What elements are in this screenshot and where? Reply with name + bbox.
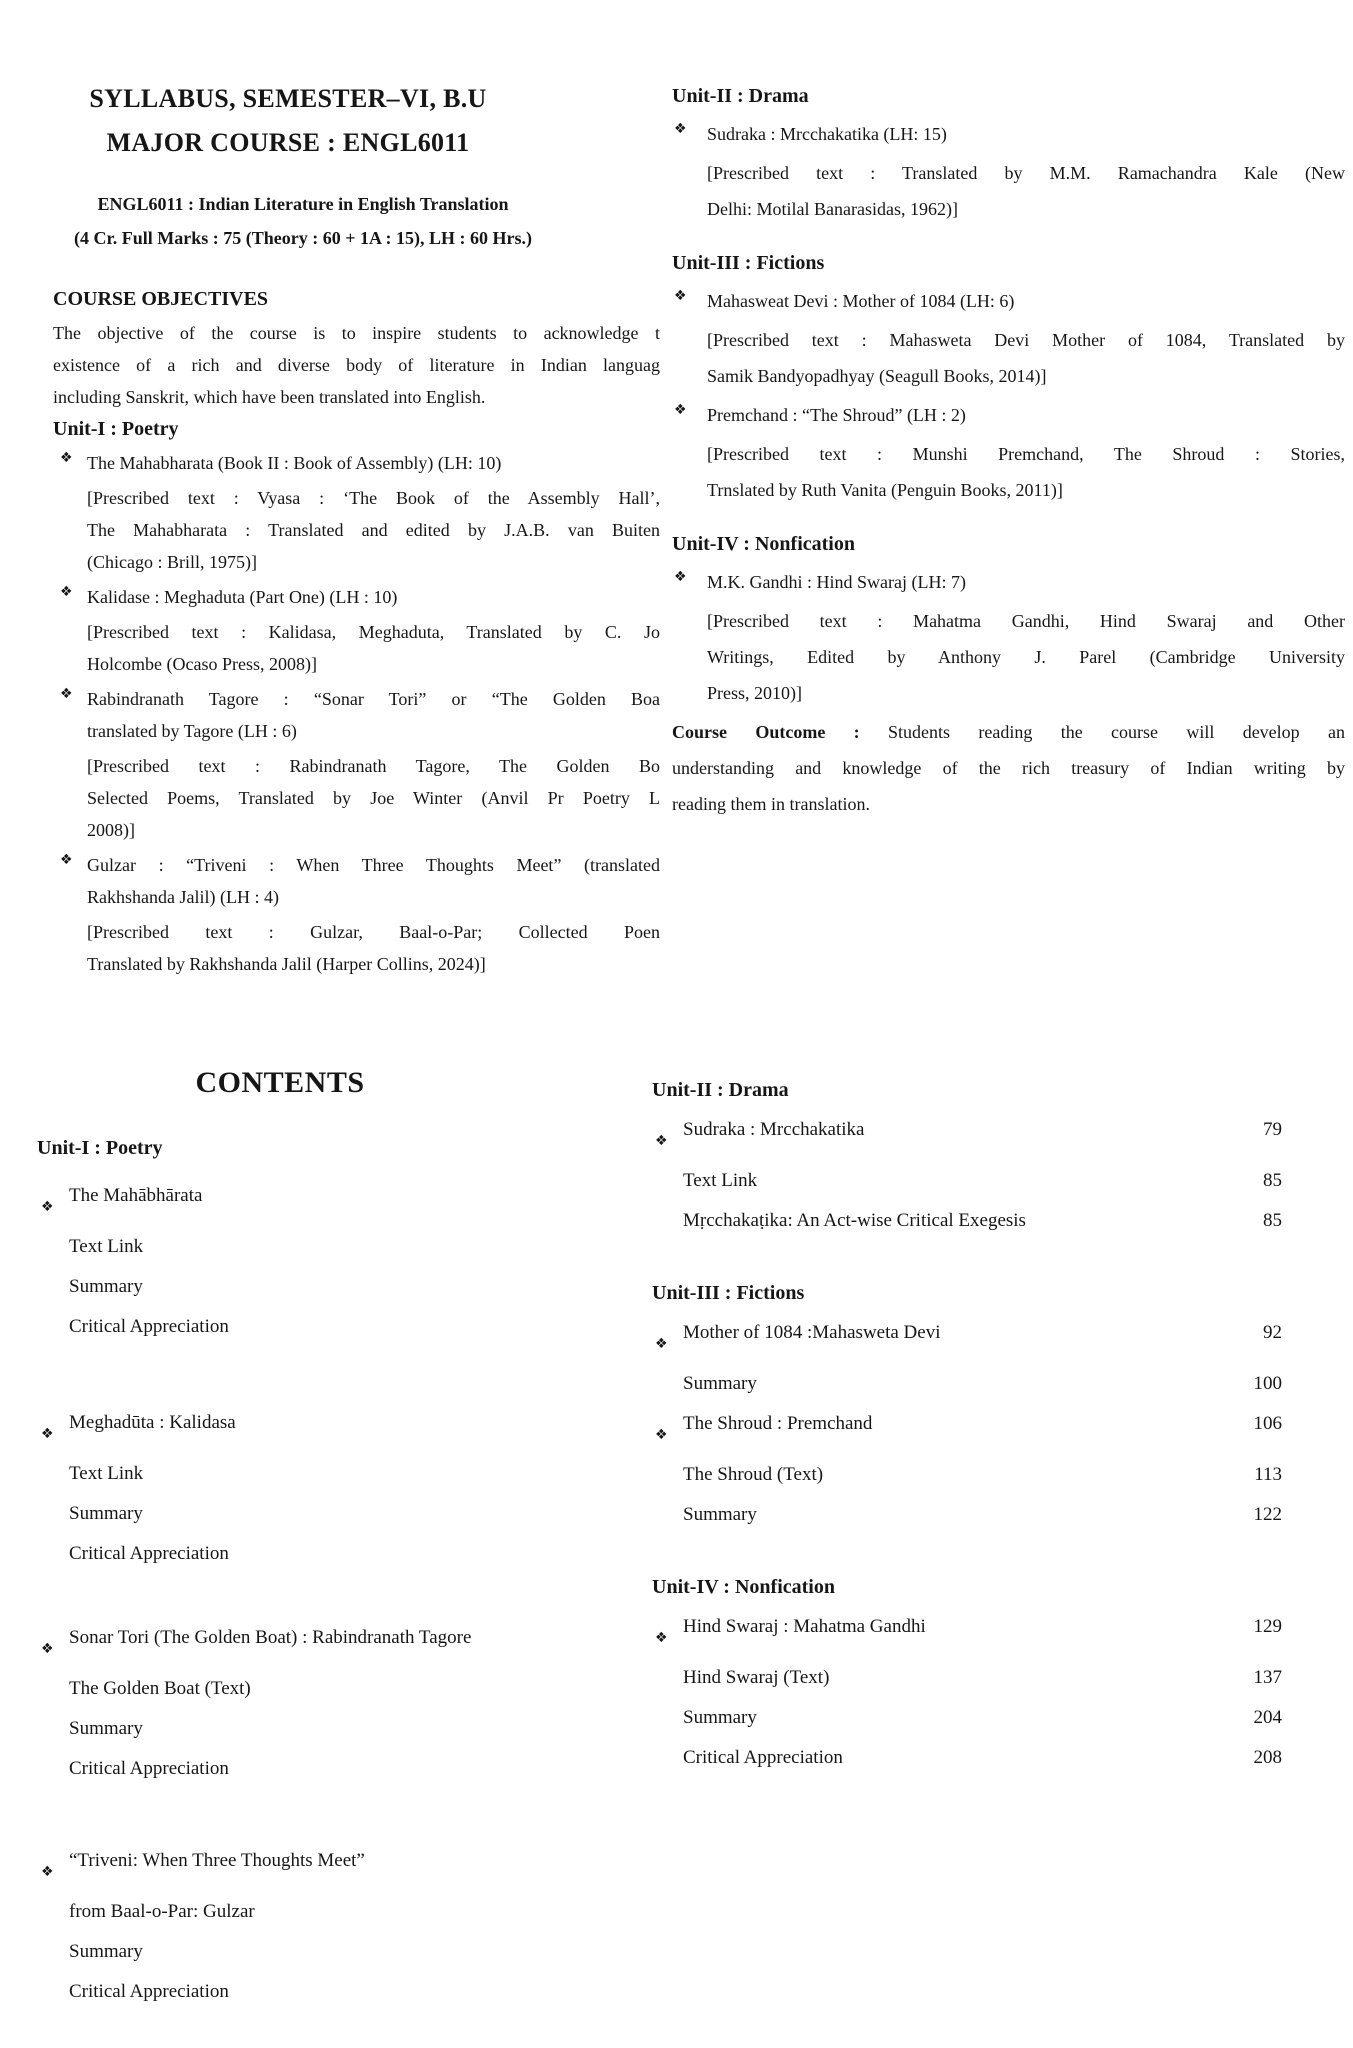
syllabus-left-blocks	[53, 283, 660, 980]
prescribed-text	[707, 322, 1345, 394]
text-line: [Prescribed text : Gulzar, Baal-o-Par; Collected Poen	[87, 922, 660, 942]
syllabus-item-text	[87, 683, 660, 747]
page-number: 204	[1253, 1707, 1282, 1728]
text-line: [Prescribed text : Kalidasa, Meghaduta, Translated by C. Jo	[87, 622, 660, 642]
text-line: Rakhshanda Jalil) (LH : 4)	[87, 887, 279, 907]
page-number: 113	[1254, 1464, 1282, 1485]
contents-item-text: Hind Swaraj : Mahatma Gandhi	[683, 1616, 926, 1637]
bullet-icon: ❖	[655, 1133, 668, 1149]
contents-right-rows	[652, 1070, 1282, 1778]
lead-label: Course Outcome :	[672, 722, 860, 742]
contents-item-text: Summary	[683, 1504, 757, 1525]
unit-heading: Unit-II : Drama	[652, 1079, 789, 1101]
text-line: Selected Poems, Translated by Joe Winter (Anvil Pr Poetry L	[87, 788, 660, 808]
bullet-icon: ❖	[41, 1641, 54, 1657]
contents-item-text: Summary	[69, 1718, 143, 1739]
spacer	[37, 1789, 652, 1841]
contents-item-text: Summary	[683, 1373, 757, 1394]
contents-row	[652, 1607, 1282, 1658]
contents-item-text: Mṛcchakaṭika: An Act-wise Critical Exegesis	[683, 1210, 1026, 1231]
contents-item-text: Mother of 1084 :Mahasweta Devi	[683, 1322, 941, 1343]
page-number: 106	[1253, 1413, 1282, 1434]
contents-row	[652, 1495, 1282, 1535]
syllabus-header	[53, 77, 523, 165]
contents-row	[37, 1841, 652, 1892]
text-line: Samik Bandyopadhyay (Seagull Books, 2014)]	[707, 366, 1047, 386]
text-line: [Prescribed text : Translated by M.M. Ramachandra Kale (New	[707, 163, 1345, 183]
contents-row	[652, 1161, 1282, 1201]
text-line: Kalidase : Meghaduta (Part One) (LH : 10)	[87, 587, 398, 607]
unit-heading: Unit-I : Poetry	[37, 1137, 163, 1159]
contents-row	[652, 1201, 1282, 1241]
contents-item-text: The Shroud (Text)	[683, 1464, 824, 1485]
syllabus-item	[53, 849, 660, 913]
contents-row	[37, 1176, 652, 1227]
course-marks-line: (4 Cr. Full Marks : 75 (Theory : 60 + 1A : 15), LH : 60 Hrs.)	[73, 228, 533, 248]
page-number: 122	[1253, 1504, 1282, 1525]
syllabus-item	[53, 683, 660, 747]
contents-row	[652, 1658, 1282, 1698]
syllabus-item	[672, 564, 1345, 600]
contents-row	[37, 1307, 652, 1347]
contents-item-text: Text Link	[69, 1236, 144, 1257]
unit-heading: Unit-IV : Nonfication	[672, 533, 855, 555]
spacer	[37, 1347, 652, 1403]
unit-heading: COURSE OBJECTIVES	[53, 288, 269, 310]
syllabus-item-text	[87, 447, 660, 479]
text-line: Writings, Edited by Anthony J. Parel (Cambridge University	[707, 647, 1345, 667]
text-line: including Sanskrit, which have been translated into English.	[53, 387, 486, 407]
contents-item-text: Critical Appreciation	[69, 1758, 229, 1779]
text-line: Holcombe (Ocaso Press, 2008)]	[87, 654, 317, 674]
contents-item-text: from Baal-o-Par: Gulzar	[69, 1901, 255, 1922]
contents-left-column	[37, 1128, 652, 2012]
syllabus-item-text	[87, 581, 660, 613]
syllabus-item	[672, 397, 1345, 433]
text-line: The Mahabharata (Book II : Book of Assembly) (LH: 10)	[87, 453, 502, 473]
text-line: existence of a rich and diverse body of literature in Indian languag	[53, 355, 660, 375]
contents-item-text: Summary	[683, 1707, 757, 1728]
contents-title: CONTENTS	[195, 1066, 365, 1099]
contents-row	[37, 1454, 652, 1494]
bullet-icon: ❖	[655, 1336, 668, 1352]
contents-item-text: Hind Swaraj (Text)	[683, 1667, 830, 1688]
text-line: [Prescribed text : Rabindranath Tagore, The Golden Bo	[87, 756, 660, 776]
contents-item-text: Summary	[69, 1941, 143, 1962]
text-line: Sudraka : Mrcchakatika (LH: 15)	[707, 124, 947, 144]
text-line: [Prescribed text : Mahasweta Devi Mother of 1084, Translated by	[707, 330, 1345, 350]
prescribed-text	[707, 155, 1345, 227]
bullet-icon: ❖	[60, 584, 73, 600]
page-number: 79	[1263, 1119, 1282, 1140]
bullet-icon: ❖	[60, 450, 73, 466]
contents-item-text: Summary	[69, 1503, 143, 1524]
contents-item-text: Text Link	[683, 1170, 758, 1191]
text-line: [Prescribed text : Mahatma Gandhi, Hind Swaraj and Other	[707, 611, 1345, 631]
contents-row	[37, 1403, 652, 1454]
syllabus-item	[53, 447, 660, 479]
contents-item-text: The Shroud : Premchand	[683, 1413, 873, 1434]
syllabus-title-line2: MAJOR COURSE : ENGL6011	[106, 128, 470, 157]
page-number: 137	[1253, 1667, 1282, 1688]
contents-row	[37, 1972, 652, 2012]
contents-item-text: Sonar Tori (The Golden Boat) : Rabindranath Tagore	[69, 1627, 472, 1648]
paragraph	[672, 714, 1345, 822]
syllabus-right-column	[672, 78, 1345, 822]
spacer	[37, 1574, 652, 1618]
contents-item-text: Critical Appreciation	[69, 1981, 229, 2002]
paragraph	[53, 317, 660, 413]
text-line: 2008)]	[87, 820, 135, 840]
contents-item-text: Critical Appreciation	[69, 1543, 229, 1564]
syllabus-item-text	[707, 397, 1345, 433]
text-line: (Chicago : Brill, 1975)]	[87, 552, 257, 572]
prescribed-text	[87, 916, 660, 980]
prescribed-text	[87, 616, 660, 680]
text-line: translated by Tagore (LH : 6)	[87, 721, 297, 741]
contents-item-text: Text Link	[69, 1463, 144, 1484]
syllabus-item	[53, 581, 660, 613]
syllabus-item-text	[707, 116, 1345, 152]
contents-row	[652, 1110, 1282, 1161]
bullet-icon: ❖	[674, 402, 687, 418]
text-line: reading them in translation.	[672, 794, 870, 814]
syllabus-item	[672, 283, 1345, 319]
bullet-icon: ❖	[655, 1630, 668, 1646]
bullet-icon: ❖	[41, 1864, 54, 1880]
page-number: 92	[1263, 1322, 1282, 1343]
bullet-icon: ❖	[674, 569, 687, 585]
page-number: 100	[1253, 1373, 1282, 1394]
unit-heading: Unit-I : Poetry	[53, 418, 179, 440]
contents-item-text: Critical Appreciation	[683, 1747, 843, 1768]
contents-item-text: Critical Appreciation	[69, 1316, 229, 1337]
syllabus-title-line1: SYLLABUS, SEMESTER–VI, B.U	[89, 84, 487, 113]
contents-item-text: “Triveni: When Three Thoughts Meet”	[69, 1850, 365, 1871]
contents-row	[37, 1618, 652, 1669]
contents-row	[652, 1364, 1282, 1404]
text-line: Trnslated by Ruth Vanita (Penguin Books, 2011)]	[707, 480, 1063, 500]
contents-row	[652, 1313, 1282, 1364]
contents-item-text: Summary	[69, 1276, 143, 1297]
page-number: 208	[1253, 1747, 1282, 1768]
bullet-icon: ❖	[674, 288, 687, 304]
contents-row	[37, 1932, 652, 1972]
syllabus-item-text	[707, 564, 1345, 600]
text-line: M.K. Gandhi : Hind Swaraj (LH: 7)	[707, 572, 966, 592]
text-line: Premchand : “The Shroud” (LH : 2)	[707, 405, 966, 425]
text-line: Gulzar : “Triveni : When Three Thoughts Meet” (translated	[87, 855, 660, 875]
contents-row	[652, 1698, 1282, 1738]
prescribed-text	[87, 482, 660, 578]
unit-heading: Unit-III : Fictions	[672, 252, 825, 274]
bullet-icon: ❖	[674, 121, 687, 137]
text-line: Course Outcome : Students reading the course will develop an	[672, 722, 1346, 742]
contents-row	[37, 1709, 652, 1749]
syllabus-item-text	[87, 849, 660, 913]
contents-right-column	[652, 1070, 1282, 1778]
text-line: Translated by Rakhshanda Jalil (Harper Collins, 2024)]	[87, 954, 486, 974]
text-line: Press, 2010)]	[707, 683, 802, 703]
text-line: The Mahabharata : Translated and edited by J.A.B. van Buiten	[87, 520, 660, 540]
contents-row	[652, 1738, 1282, 1778]
contents-row	[37, 1749, 652, 1789]
unit-heading: Unit-II : Drama	[672, 85, 809, 107]
contents-row	[37, 1534, 652, 1574]
syllabus-right-blocks	[672, 78, 1345, 822]
page-number: 85	[1263, 1170, 1282, 1191]
prescribed-text	[707, 603, 1345, 711]
contents-row	[37, 1892, 652, 1932]
prescribed-text	[707, 436, 1345, 508]
bullet-icon: ❖	[60, 686, 73, 702]
text-line: [Prescribed text : Munshi Premchand, The Shroud : Stories,	[707, 444, 1345, 464]
course-id-block	[53, 187, 553, 255]
text-line: [Prescribed text : Vyasa : ‘The Book of the Assembly Hall’,	[87, 488, 660, 508]
syllabus-item-text	[707, 283, 1345, 319]
bullet-icon: ❖	[41, 1426, 54, 1442]
unit-heading: Unit-III : Fictions	[652, 1282, 805, 1304]
contents-row	[652, 1455, 1282, 1495]
contents-item-text: Meghadūta : Kalidasa	[69, 1412, 236, 1433]
page-number: 129	[1253, 1616, 1282, 1637]
prescribed-text	[87, 750, 660, 846]
contents-row	[37, 1669, 652, 1709]
contents-item-text: The Golden Boat (Text)	[69, 1678, 251, 1699]
contents-item-text: Sudraka : Mrcchakatika	[683, 1119, 865, 1140]
bullet-icon: ❖	[41, 1199, 54, 1215]
syllabus-left-column	[53, 63, 660, 983]
unit-heading: Unit-IV : Nonfication	[652, 1576, 835, 1598]
bullet-icon: ❖	[60, 852, 73, 868]
bullet-icon: ❖	[655, 1427, 668, 1443]
contents-row	[37, 1494, 652, 1534]
contents-item-text: The Mahābhārata	[69, 1185, 203, 1206]
contents-row	[37, 1267, 652, 1307]
contents-row	[652, 1404, 1282, 1455]
syllabus-item	[672, 116, 1345, 152]
page-number: 85	[1263, 1210, 1282, 1231]
text-line: The objective of the course is to inspire students to acknowledge t	[53, 323, 660, 343]
text-line: Delhi: Motilal Banarasidas, 1962)]	[707, 199, 958, 219]
contents-row	[37, 1227, 652, 1267]
text-line: understanding and knowledge of the rich treasury of Indian writing by	[672, 758, 1345, 778]
course-name-line: ENGL6011 : Indian Literature in English Translation	[97, 194, 509, 214]
text-line: Rabindranath Tagore : “Sonar Tori” or “The Golden Boa	[87, 689, 660, 709]
contents-left-rows	[37, 1128, 652, 2012]
text-line: Mahasweat Devi : Mother of 1084 (LH: 6)	[707, 291, 1015, 311]
